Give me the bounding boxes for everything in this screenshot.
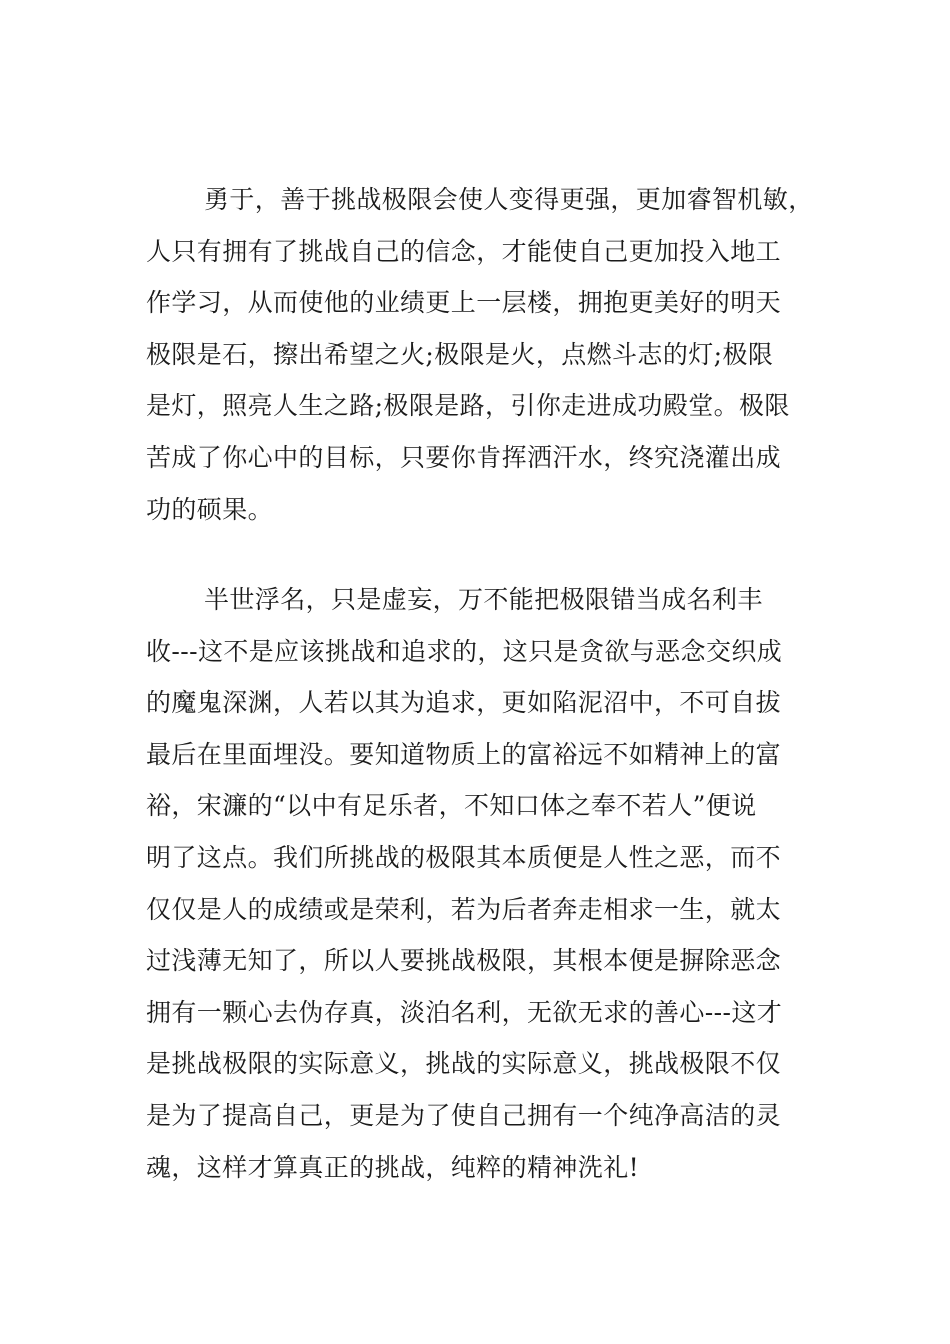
paragraph-line: 半世浮名，只是虚妄，万不能把极限错当成名利丰 bbox=[204, 585, 763, 614]
paragraph-line: 苦成了你心中的目标，只要你肯挥洒汗水，终究浇灌出成 bbox=[146, 442, 782, 472]
paragraph-line: 是挑战极限的实际意义，挑战的实际意义，挑战极限不仅 bbox=[146, 1049, 782, 1079]
paragraph-line: 功的硕果。 bbox=[146, 494, 274, 524]
paragraph-line: 是灯，照亮人生之路;极限是路，引你走进成功殿堂。极限 bbox=[146, 391, 790, 421]
paragraph-line: 拥有一颗心去伪存真，淡泊名利，无欲无求的善心---这才 bbox=[146, 997, 783, 1027]
paragraph-line: 过浅薄无知了，所以人要挑战极限，其根本便是摒除恶念 bbox=[146, 946, 782, 976]
paragraph-line: 裕，宋濂的“以中有足乐者，不知口体之奉不若人”便说 bbox=[146, 791, 757, 821]
paragraph-line: 仅仅是人的成绩或是荣利，若为后者奔走相求一生，就太 bbox=[146, 894, 782, 924]
paragraph-line: 收---这不是应该挑战和追求的，这只是贪欲与恶念交织成 bbox=[146, 636, 783, 666]
paragraph-line: 勇于，善于挑战极限会使人变得更强，更加睿智机敏， bbox=[204, 185, 814, 214]
paragraph-line: 明了这点。我们所挑战的极限其本质便是人性之恶，而不 bbox=[146, 842, 782, 872]
paragraph-line: 最后在里面埋没。要知道物质上的富裕远不如精神上的富 bbox=[146, 739, 782, 769]
paragraph-1 bbox=[146, 174, 814, 535]
paragraph-line: 是为了提高自己，更是为了使自己拥有一个纯净高洁的灵 bbox=[146, 1100, 782, 1130]
paragraph-line: 魂，这样才算真正的挑战，纯粹的精神洗礼! bbox=[146, 1152, 640, 1182]
paragraph-line: 极限是石，擦出希望之火;极限是火，点燃斗志的灯;极限 bbox=[146, 339, 774, 369]
paragraph-line: 人只有拥有了挑战自己的信念，才能使自己更加投入地工 bbox=[146, 236, 782, 266]
paragraph-line: 的魔鬼深渊，人若以其为追求，更如陷泥沼中，不可自拔 bbox=[146, 688, 782, 718]
paragraph-2 bbox=[146, 574, 810, 1193]
paragraph-line: 作学习，从而使他的业绩更上一层楼，拥抱更美好的明天 bbox=[146, 288, 782, 318]
